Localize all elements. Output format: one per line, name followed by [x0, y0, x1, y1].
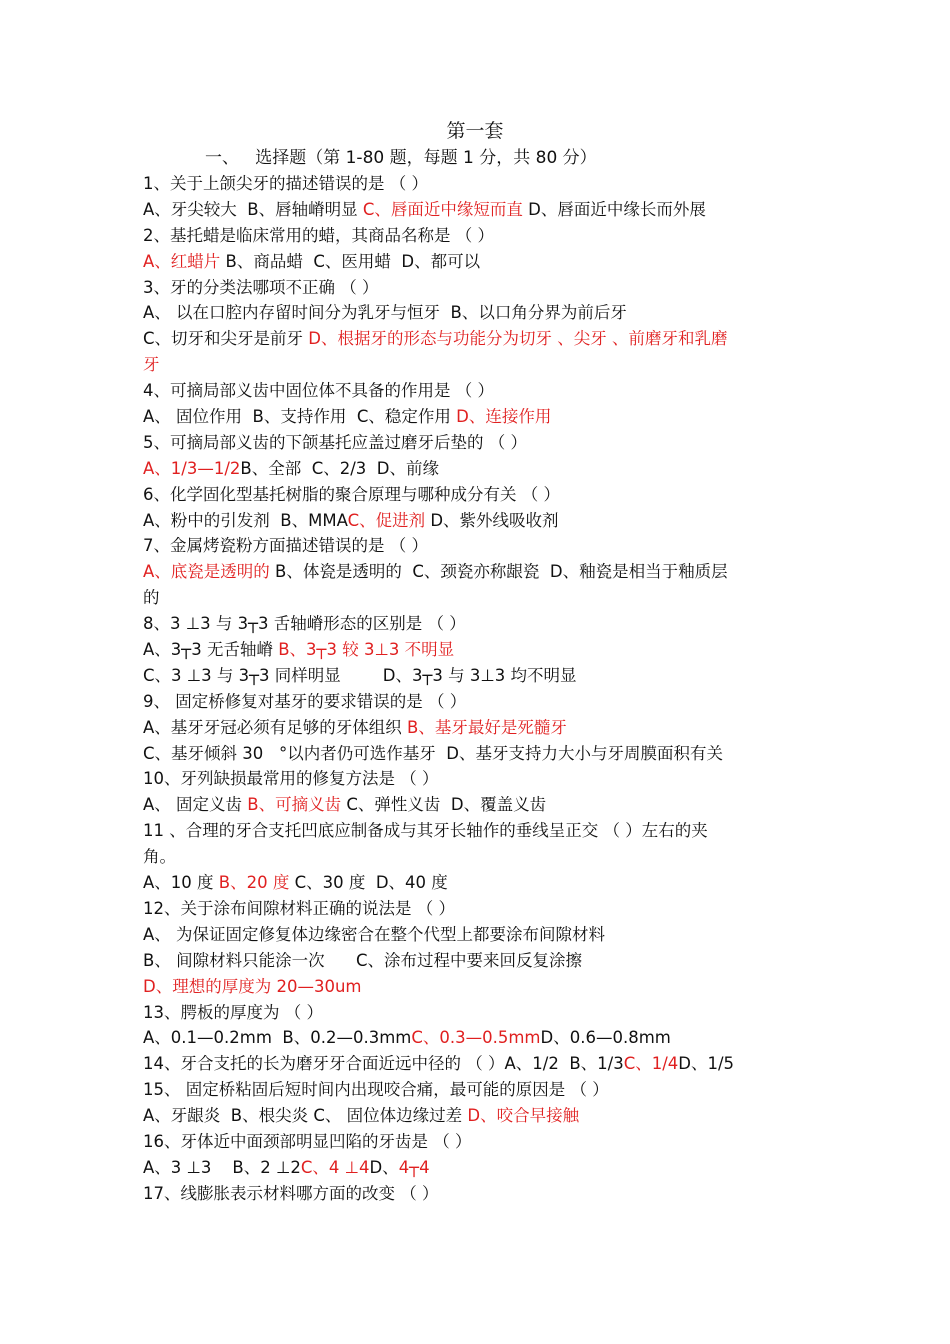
answer-text: A、1/3—1/2: [143, 458, 241, 478]
question-text: D、唇面近中缘长而外展: [522, 199, 706, 219]
question-text: A、基牙牙冠必须有足够的牙体组织: [143, 717, 408, 737]
question-text: 4、可摘局部义齿中固位体不具备的作用是 （ ）: [143, 381, 494, 401]
text-line: [143, 326, 813, 352]
question-text: 17、线膨胀表示材料哪方面的改变 （ ）: [143, 1183, 439, 1203]
question-text: A、粉中的引发剂 B、MMA: [143, 510, 348, 530]
question-text: D、0.6—0.8mm: [540, 1028, 671, 1048]
text-line: [143, 1000, 813, 1026]
page-title: 第一套: [446, 120, 504, 142]
answer-text: D、理想的厚度为 20—30um: [143, 976, 362, 996]
question-text: 1、关于上颌尖牙的描述错误的是 （ ）: [143, 174, 428, 193]
question-text: 3、牙的分类法哪项不正确 （ ）: [143, 277, 379, 297]
question-text: 11 、合理的牙合支托凹底应制备成与其牙长轴作的垂线呈正交 （ ）左右的夹: [143, 821, 708, 841]
text-line: [143, 948, 813, 974]
question-text: 2、基托蜡是临床常用的蜡，其商品名称是 （ ）: [143, 225, 494, 245]
text-line: [143, 922, 813, 948]
question-text: C、30 度 D、40 度: [289, 873, 448, 893]
text-line: [143, 792, 813, 818]
question-text: 14、牙合支托的长为磨牙牙合面近远中径的 （ ）A、1/2 B、1/3: [143, 1054, 624, 1074]
answer-text: C、4 ⊥4: [300, 1157, 370, 1177]
text-line: [143, 300, 813, 326]
text-line: [143, 689, 813, 715]
answer-text: C、唇面近中缘短而直: [362, 199, 523, 219]
text-line: [143, 430, 813, 456]
answer-text: B、基牙最好是死髓牙: [407, 717, 567, 737]
question-text: 6、化学固化型基托树脂的聚合原理与哪种成分有关 （ ）: [143, 484, 560, 504]
question-text: A、牙龈炎 B、根尖炎 C、 固位体边缘过差: [143, 1106, 468, 1126]
question-text: A、 固定义齿: [143, 795, 248, 815]
question-text: 8、3 ⊥3 与 3┬3 舌轴嵴形态的区别是 （ ）: [143, 614, 466, 634]
question-text: 角。: [143, 847, 176, 867]
question-text: D、紫外线吸收剂: [425, 510, 559, 530]
text-line: [143, 197, 813, 223]
question-list: [143, 171, 813, 1207]
question-text: 9、 固定桥修复对基牙的要求错误的是 （ ）: [143, 691, 467, 711]
text-line: [143, 818, 813, 844]
text-line: [143, 870, 813, 896]
answer-text: B、可摘义齿: [247, 795, 342, 815]
question-text: 15、 固定桥粘固后短时间内出现咬合痛，最可能的原因是 （ ）: [143, 1080, 609, 1100]
question-text: A、牙尖较大 B、唇轴嵴明显: [143, 199, 363, 219]
answer-text: B、20 度: [218, 873, 290, 893]
text-line: [143, 508, 813, 534]
question-text: B、体瓷是透明的 C、颈瓷亦称龈瓷 D、釉瓷是相当于釉质层: [269, 562, 728, 582]
text-line: [143, 1155, 813, 1181]
question-text: 7、金属烤瓷粉方面描述错误的是 （ ）: [143, 536, 428, 556]
question-text: B、 间隙材料只能涂一次 C、涂布过程中要来回反复涂擦: [143, 950, 583, 970]
text-line: [143, 482, 813, 508]
text-line: [143, 352, 813, 378]
question-text: C、弹性义齿 D、覆盖义齿: [341, 795, 547, 815]
question-text: A、 以在口腔内存留时间分为乳牙与恒牙 B、以口角分界为前后牙: [143, 303, 627, 323]
text-line: [143, 741, 813, 767]
question-text: A、3┬3 无舌轴嵴: [143, 640, 279, 660]
text-line: [143, 1077, 813, 1103]
question-text: D、: [369, 1157, 399, 1177]
text-line: [143, 1025, 813, 1051]
text-line: [143, 1103, 813, 1129]
question-text: 13、腭板的厚度为 （ ）: [143, 1002, 323, 1022]
text-line: [143, 1181, 813, 1207]
answer-text: D、连接作用: [456, 407, 552, 427]
question-text: B、全部 C、2/3 D、前缘: [240, 458, 439, 478]
text-line: [143, 404, 813, 430]
text-line: [143, 844, 813, 870]
answer-text: B、3┬3 较 3⊥3 不明显: [278, 640, 455, 660]
answer-text: D、根据牙的形态与功能分为切牙 、尖牙 、前磨牙和乳磨: [308, 329, 728, 349]
text-line: [143, 559, 813, 585]
question-text: 5、可摘局部义齿的下颌基托应盖过磨牙后垫的 （ ）: [143, 432, 527, 452]
text-line: [143, 249, 813, 275]
text-line: [143, 663, 813, 689]
question-text: A、 为保证固定修复体边缘密合在整个代型上都要涂布间隙材料: [143, 924, 606, 944]
answer-text: C、0.3—0.5mm: [411, 1028, 541, 1048]
text-line: [143, 715, 813, 741]
question-text: D、1/5: [678, 1054, 735, 1074]
text-line: [143, 171, 813, 197]
answer-text: C、1/4: [623, 1054, 679, 1074]
text-line: [143, 533, 813, 559]
answer-text: D、咬合早接触: [467, 1106, 580, 1126]
question-text: 16、牙体近中面颈部明显凹陷的牙齿是 （ ）: [143, 1131, 472, 1151]
answer-text: 牙: [143, 355, 160, 375]
question-text: 10、牙列缺损最常用的修复方法是 （ ）: [143, 769, 439, 789]
text-line: [143, 456, 813, 482]
text-line: [143, 1051, 813, 1077]
question-text: B、商品蜡 C、医用蜡 D、都可以: [220, 251, 481, 271]
question-text: 的: [143, 588, 160, 608]
text-line: [143, 275, 813, 301]
question-text: 12、关于涂布间隙材料正确的说法是 （ ）: [143, 898, 455, 918]
text-line: [143, 637, 813, 663]
text-line: [143, 611, 813, 637]
text-line: [143, 223, 813, 249]
question-text: A、0.1—0.2mm B、0.2—0.3mm: [143, 1028, 412, 1048]
question-text: C、3 ⊥3 与 3┬3 同样明显 D、3┬3 与 3⊥3 均不明显: [143, 665, 577, 685]
text-line: [143, 378, 813, 404]
answer-text: A、底瓷是透明的: [143, 562, 270, 582]
answer-text: C、促进剂: [347, 510, 426, 530]
question-text: A、3 ⊥3 B、2 ⊥2: [143, 1157, 301, 1177]
question-text: A、10 度: [143, 873, 219, 893]
question-text: C、基牙倾斜 30 °以内者仍可选作基牙 D、基牙支持力大小与牙周膜面积有关: [143, 743, 723, 763]
question-text: A、 固位作用 B、支持作用 C、稳定作用: [143, 407, 457, 427]
text-line: [143, 974, 813, 1000]
question-text: C、切牙和尖牙是前牙: [143, 329, 309, 349]
text-line: [143, 766, 813, 792]
text-line: [143, 585, 813, 611]
section-heading: 一、 选择题（第 1-80 题，每题 1 分，共 80 分）: [205, 148, 597, 168]
text-line: [143, 896, 813, 922]
text-line: [143, 1129, 813, 1155]
answer-text: 4┬4: [398, 1157, 430, 1177]
answer-text: A、红蜡片: [143, 251, 221, 271]
